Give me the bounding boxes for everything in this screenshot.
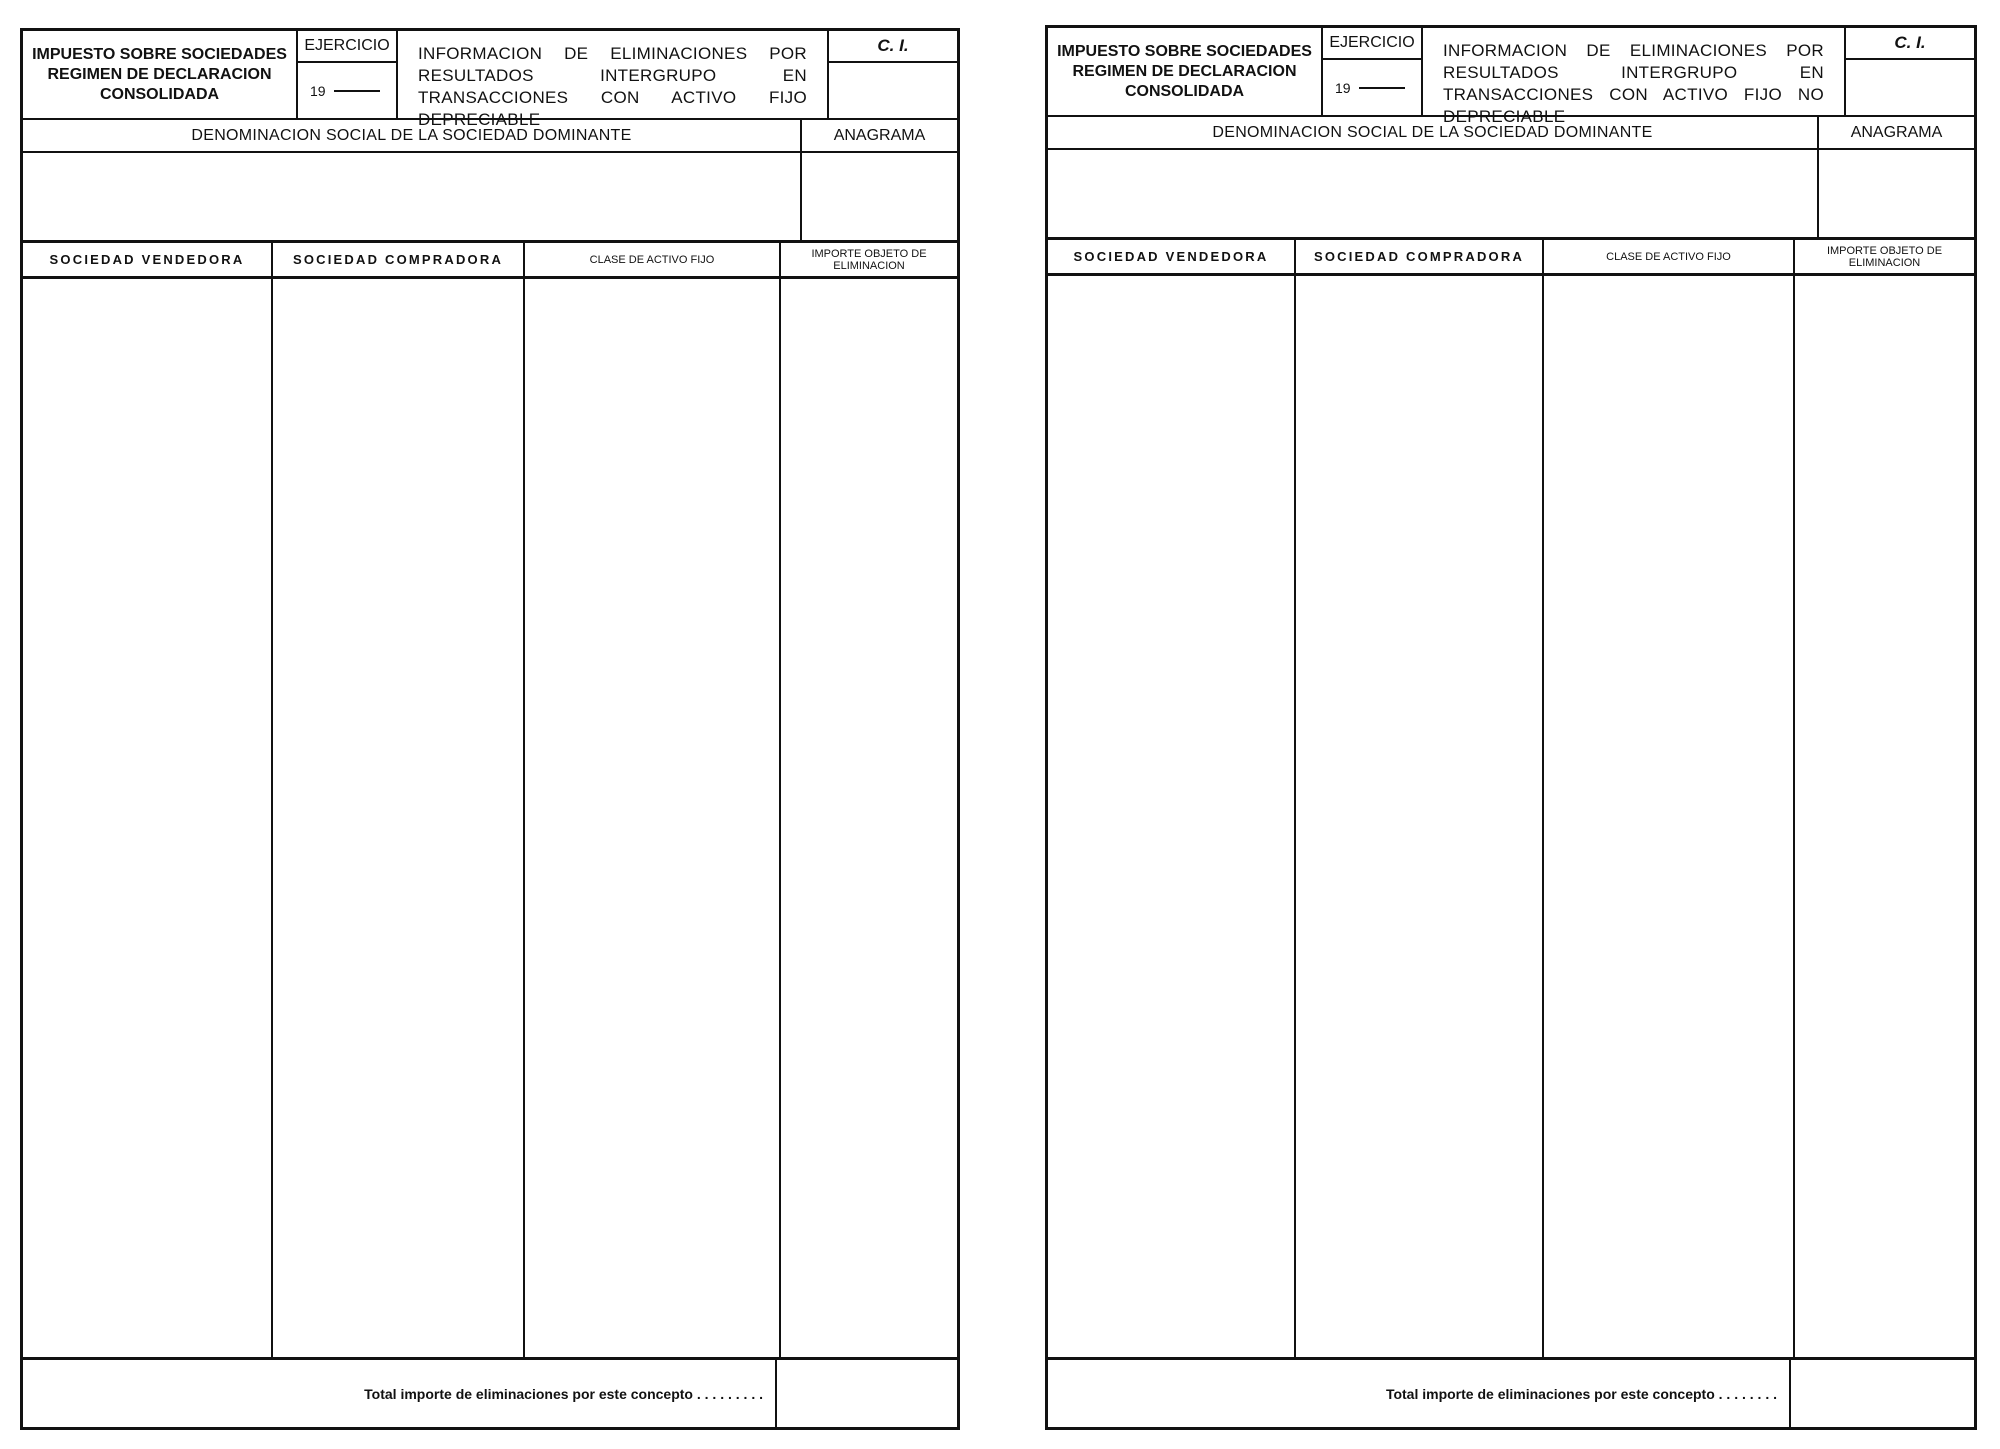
- form-no-depreciable: [1045, 25, 1977, 1430]
- total-label: Total importe de eliminaciones por este concepto . . . . . . . . .: [23, 1360, 777, 1427]
- form-title: INFORMACION DE ELIMINACIONES POR RESULTADOS INTERGRUPO EN TRANSACCIONES CON ACTIVO FIJO DEPRECIABLE: [398, 31, 829, 118]
- year-field[interactable]: [298, 63, 396, 118]
- denominacion-field[interactable]: [1048, 150, 1817, 237]
- denominacion-box: [23, 120, 802, 240]
- col-header-importe: IMPORTE OBJETO DE ELIMINACION: [811, 247, 927, 272]
- denominacion-row: [23, 120, 957, 243]
- total-value-field[interactable]: [777, 1360, 957, 1427]
- denominacion-row: [1048, 117, 1974, 240]
- table-header: [23, 243, 957, 279]
- form-code-box: [1846, 28, 1974, 115]
- form-title: INFORMACION DE ELIMINACIONES POR RESULTADOS INTERGRUPO EN TRANSACCIONES CON ACTIVO FIJO NO DEPRECIABLE: [1423, 28, 1846, 115]
- importe-column-field[interactable]: [781, 279, 957, 1357]
- anagrama-field[interactable]: [802, 153, 957, 240]
- col-header-clase: CLASE DE ACTIVO FIJO: [1544, 240, 1795, 273]
- tax-regime-box: [23, 31, 298, 118]
- tax-line-3: CONSOLIDADA: [1124, 82, 1245, 100]
- total-row: [1048, 1360, 1974, 1427]
- vendedora-column-field[interactable]: [23, 279, 273, 1357]
- anagrama-label: ANAGRAMA: [802, 120, 957, 153]
- anagrama-box: [1819, 117, 1974, 237]
- col-header-compradora: SOCIEDAD COMPRADORA: [273, 243, 525, 276]
- importe-column-field[interactable]: [1795, 276, 1974, 1357]
- ejercicio-box: [1323, 28, 1423, 115]
- denominacion-label: DENOMINACION SOCIAL DE LA SOCIEDAD DOMINANTE: [1048, 117, 1817, 150]
- anagrama-field[interactable]: [1819, 150, 1974, 237]
- tax-line-1: IMPUESTO SOBRE SOCIEDADES: [1057, 42, 1312, 60]
- ejercicio-label: EJERCICIO: [1323, 28, 1421, 60]
- col-header-importe: IMPORTE OBJETO DE ELIMINACION: [1826, 244, 1943, 269]
- ejercicio-label: EJERCICIO: [298, 31, 396, 63]
- vendedora-column-field[interactable]: [1048, 276, 1296, 1357]
- compradora-column-field[interactable]: [1296, 276, 1544, 1357]
- total-label: Total importe de eliminaciones por este concepto . . . . . . . .: [1048, 1360, 1791, 1427]
- form-code-box: [829, 31, 957, 118]
- col-header-vendedora: SOCIEDAD VENDEDORA: [23, 243, 273, 276]
- table-body: [1048, 276, 1974, 1360]
- tax-line-1: IMPUESTO SOBRE SOCIEDADES: [32, 45, 287, 63]
- form-header: [1048, 28, 1974, 126]
- total-value-field[interactable]: [1791, 1360, 1974, 1427]
- table-header: [1048, 240, 1974, 276]
- denominacion-label: DENOMINACION SOCIAL DE LA SOCIEDAD DOMINANTE: [23, 120, 800, 153]
- denominacion-box: [1048, 117, 1819, 237]
- table-body: [23, 279, 957, 1360]
- total-row: [23, 1360, 957, 1427]
- form-code-field[interactable]: [829, 63, 957, 118]
- anagrama-label: ANAGRAMA: [1819, 117, 1974, 150]
- year-blank[interactable]: [1359, 86, 1405, 89]
- clase-column-field[interactable]: [525, 279, 781, 1357]
- year-field[interactable]: [1323, 60, 1421, 115]
- tax-regime-box: [1048, 28, 1323, 115]
- form-code: C. I.: [1846, 28, 1974, 60]
- year-blank[interactable]: [334, 89, 380, 92]
- clase-column-field[interactable]: [1544, 276, 1795, 1357]
- tax-line-3: CONSOLIDADA: [99, 85, 220, 103]
- form-header: [23, 31, 957, 129]
- col-header-clase: CLASE DE ACTIVO FIJO: [525, 243, 781, 276]
- denominacion-field[interactable]: [23, 153, 800, 240]
- col-header-compradora: SOCIEDAD COMPRADORA: [1296, 240, 1544, 273]
- form-code: C. I.: [829, 31, 957, 63]
- year-prefix: 19: [310, 82, 326, 99]
- compradora-column-field[interactable]: [273, 279, 525, 1357]
- year-prefix: 19: [1335, 79, 1351, 96]
- form-code-field[interactable]: [1846, 60, 1974, 115]
- col-header-vendedora: SOCIEDAD VENDEDORA: [1048, 240, 1296, 273]
- tax-line-2: REGIMEN DE DECLARACION: [1072, 62, 1297, 80]
- tax-line-2: REGIMEN DE DECLARACION: [47, 65, 272, 83]
- anagrama-box: [802, 120, 957, 240]
- ejercicio-box: [298, 31, 398, 118]
- form-depreciable: [20, 28, 960, 1430]
